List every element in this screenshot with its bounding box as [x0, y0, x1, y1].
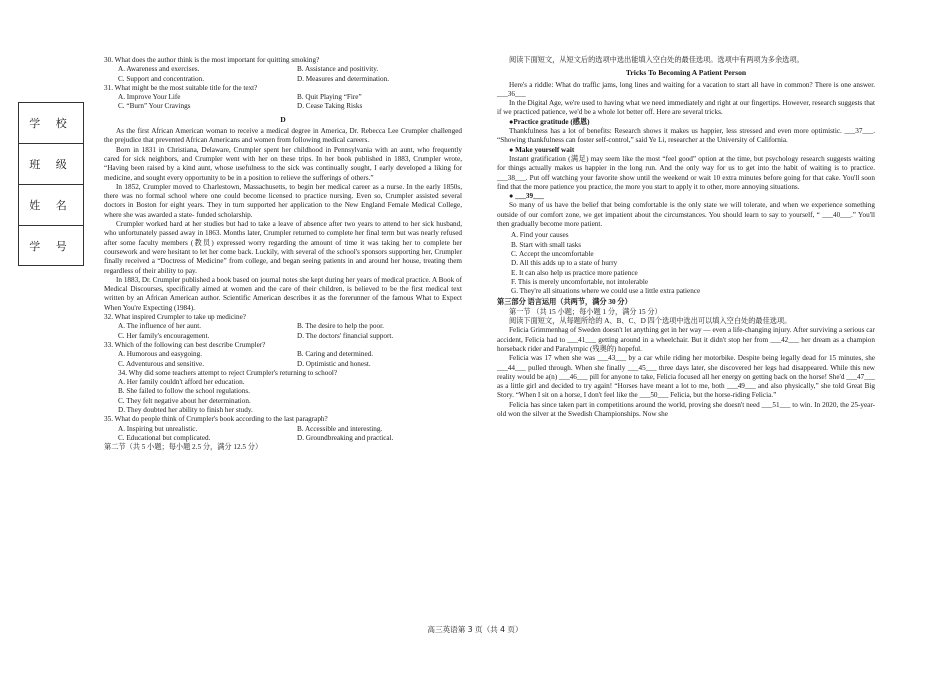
option-a: A. The influence of her aunt.: [118, 322, 202, 331]
passage-title: Tricks To Becoming A Patient Person: [625, 68, 747, 78]
question-32: [104, 313, 462, 341]
school-label: 学 校: [19, 103, 83, 144]
passage-paragraph: Crumpler worked hard at her studies but had to take a leave of absence after two years to attend to her sick husband, who unfortunately passed away in 1863. Months later, Crumpler returned to complete her final term but was nearly refused after some faculty members (教员) expressed worry regarding the amount of time it was taking her to complete her coursework and were hesitant to let her come back. Luckily, with several of the school's sponsors supporting her, Crumpler finally received a “Doctress of Medicine” from college, and began seeing patients in and around her house, treating them regardless of their ability to pay.: [104, 220, 462, 275]
option-b: B. Start with small tasks: [511, 240, 582, 249]
passage-paragraph: Here's a riddle: What do traffic jams, long lines and waiting for a vacation to start all have in common? There is one answer. ___36___: [497, 80, 875, 98]
question-34: [104, 369, 462, 415]
subheading: ● ___39___: [509, 192, 544, 201]
option-d: D. Measures and determination.: [297, 74, 390, 83]
option-d: D. Groundbreaking and practical.: [297, 433, 394, 442]
option-c: C. Her family's encouragement.: [118, 331, 210, 340]
passage-paragraph: In 1883, Dr. Crumpler published a book based on journal notes she kept during her years of medical practice. A Book of Medical Discourses, specifically aimed at women and the care of their children, is believed to be the first medical text written by an African American author. Scientific American describes it as the forerunner of the famous What to Expect When You're Expecting (1984).: [104, 275, 462, 312]
name-label: 姓 名: [19, 185, 83, 226]
class-label: 班 级: [19, 144, 83, 185]
page-footer: 高三英语第 3 页（共 4 页）: [427, 625, 523, 634]
question-stem: 31. What might be the most suitable title for the text?: [104, 83, 258, 92]
passage-paragraph: Instant gratification (满足) may seem like the most “feel good” option at the time, but psychology research suggests waiting for things actually makes us happier in the long run. And the only way for us to get into the habit of waiting is to practice. ___38___. Put off watching your favorite show until the weekend or wait 10 extra minutes before going for that cake. You'll soon find that the more patience you practice, the more you start to apply it to other, more annoying situations.: [497, 154, 875, 191]
option-c: C. Educational but complicated.: [118, 433, 211, 442]
section-2-heading: 第二节（共 5 小题；每小题 2.5 分，满分 12.5 分）: [104, 443, 263, 452]
option-a: A. Humorous and easygoing.: [118, 350, 203, 359]
option-a: A. Her family couldn't afford her education.: [118, 378, 245, 387]
cloze-paragraph: Felicia has since taken part in competitions around the world, proving she doesn't need ___51___ to win. In 2020, the 25-year-old won the silver at the Swedish Championships. Now she: [497, 400, 875, 418]
cloze-paragraph: Felicia Grimmenhag of Sweden doesn't let anything get in her way — even a life-changing injury. After surviving a serious car accident, Felicia had to ___41___ getting around in a wheelchair. But it didn't stop her from ___42___ her dream as a champion horseback rider and Paralympic (残奥的) hopeful.: [497, 326, 875, 353]
passage-paragraph: As the first African American woman to receive a medical degree in America, Dr. Rebecca Lee Crumpler challenged the prejudice that prevented African Americans and women from following medical careers.: [104, 127, 462, 145]
option-b: B. She failed to follow the school regulations.: [118, 387, 250, 396]
question-33: [104, 341, 462, 369]
question-stem: 35. What do people think of Crumpler's book according to the last paragraph?: [104, 415, 328, 424]
option-d: D. All this adds up to a state of hurry: [511, 259, 618, 268]
student-info-box: [18, 102, 84, 266]
right-column: [497, 56, 875, 419]
option-g: G. They're all situations where we could use a little extra patience: [511, 287, 701, 296]
option-e: E. It can also help us practice more patience: [511, 268, 638, 277]
option-a: A. Awareness and exercises.: [118, 65, 200, 74]
question-35: [104, 415, 462, 443]
passage-paragraph: Thankfulness has a lot of benefits: Research shows it makes us happier, less stressed and even more optimistic. ___37___. “Showing thankfulness can foster self-control,” said Ye Li, researcher at the University of California.: [497, 127, 875, 145]
instructions: 阅读下面短文，从短文后的选项中选出能填入空白处的最佳选项。选项中有两项为多余选项。: [509, 56, 804, 64]
option-a: A. Find your causes: [511, 231, 569, 240]
question-stem: 30. What does the author think is the most important for quitting smoking?: [104, 56, 320, 64]
option-c: C. Adventurous and sensitive.: [118, 359, 205, 368]
option-c: C. Support and concentration.: [118, 74, 205, 83]
option-d: D. The doctors' financial support.: [297, 331, 394, 340]
part-3-heading: 第三部分 语言运用（共两节，满分 30 分）: [497, 298, 632, 307]
option-d: D. Optimistic and honest.: [297, 359, 371, 368]
option-b: B. Accessible and interesting.: [297, 424, 383, 433]
passage-paragraph: In 1852, Crumpler moved to Charlestown, Massachusetts, to begin her medical career as a nurse. In the early 1850s, there was no formal school where one could become licensed to practice nursing. Even so, Crumpler assisted several doctors in Boston for eight years. They in turn supported her application to the New England Female Medical College, where she was awarded a state- funded scholarship.: [104, 182, 462, 219]
option-c: C. They felt negative about her determination.: [118, 396, 251, 405]
option-f: F. This is merely uncomfortable, not intolerable: [511, 277, 649, 286]
option-b: B. Assistance and positivity.: [297, 65, 379, 74]
option-b: B. Caring and determined.: [297, 350, 374, 359]
seven-choose-five-options: [497, 231, 875, 296]
option-b: B. The desire to help the poor.: [297, 322, 384, 331]
subheading: ● Make yourself wait: [509, 145, 575, 154]
question-stem: 34. Why did some teachers attempt to reject Crumpler's returning to school?: [118, 368, 338, 377]
student-id-label: 学 号: [29, 240, 73, 253]
left-column: [104, 56, 462, 452]
section-1-heading: 第一节 （共 15 小题；每小题 1 分，满分 15 分）: [509, 307, 662, 316]
passage-paragraph: So many of us have the belief that being comfortable is the only state we will tolerate, and when we experience something outside of our comfort zone, we get impatient about the circumstances. You should learn to say to yourself, “ ___40___.” You'll then gradually become more patient.: [497, 201, 875, 229]
question-stem: 33. Which of the following can best describe Crumpler?: [104, 340, 266, 349]
option-a: A. Improve Your Life: [118, 93, 181, 102]
passage-paragraph: Born in 1831 in Christiana, Delaware, Crumpler spent her childhood in Pennsylvania with an aunt, who frequently cared for sick neighbors, and Crumpler went with her on these trips. In her book published in 1883, Crumpler wrote, “Having been raised by a kind aunt, whose usefulness to the sick was continually sought, I early developed a liking for medicine, and sought every opportunity to be in a position to relieve the sufferings of others.”: [104, 145, 462, 182]
passage-paragraph: In the Digital Age, we're used to having what we need immediately and right at our fingertips. However, research suggests that if we practiced patience, we'd be a whole lot better off. Here are several tricks.: [497, 99, 875, 117]
option-c: C. Accept the uncomfortable: [511, 249, 594, 258]
instructions: 阅读下面短文，从每题所给的 A、B、C、D 四个选项中选出可以填入空白处的最佳选项。: [509, 317, 792, 326]
option-b: B. Quit Playing “Fire”: [297, 93, 362, 102]
passage-d-heading: D: [280, 114, 286, 124]
option-d: D. Cease Taking Risks: [297, 102, 363, 111]
question-stem: 32. What inspired Crumpler to take up medicine?: [104, 313, 246, 322]
option-a: A. Inspiring but unrealistic.: [118, 424, 198, 433]
option-d: D. They doubted her ability to finish her study.: [118, 405, 253, 414]
question-31: [104, 84, 462, 112]
option-c: C. “Burn” Your Cravings: [118, 102, 191, 111]
cloze-paragraph: Felicia was 17 when she was ___43___ by a car while riding her motorbike. Despite being legally dead for 15 minutes, she ___44___ pulled through. When she finally ___45___ three days later, she discovered her legs had disappeared. While this new reality would be a(n) ___46___ pill for anyone to take, Felicia focused all her energy on getting back on the horse! She'd ___47___ as a little girl and decided to try again! “Horses have meant a lot to me, both ___49___ and also physically,” she told Great Big Story. “When I sit on a horse, I don't feel like the ___50___ Felicia, but the horse-riding Felicia.”: [497, 354, 875, 400]
question-30: [104, 56, 462, 84]
subheading: ●Practice gratitude (感恩): [509, 117, 590, 126]
